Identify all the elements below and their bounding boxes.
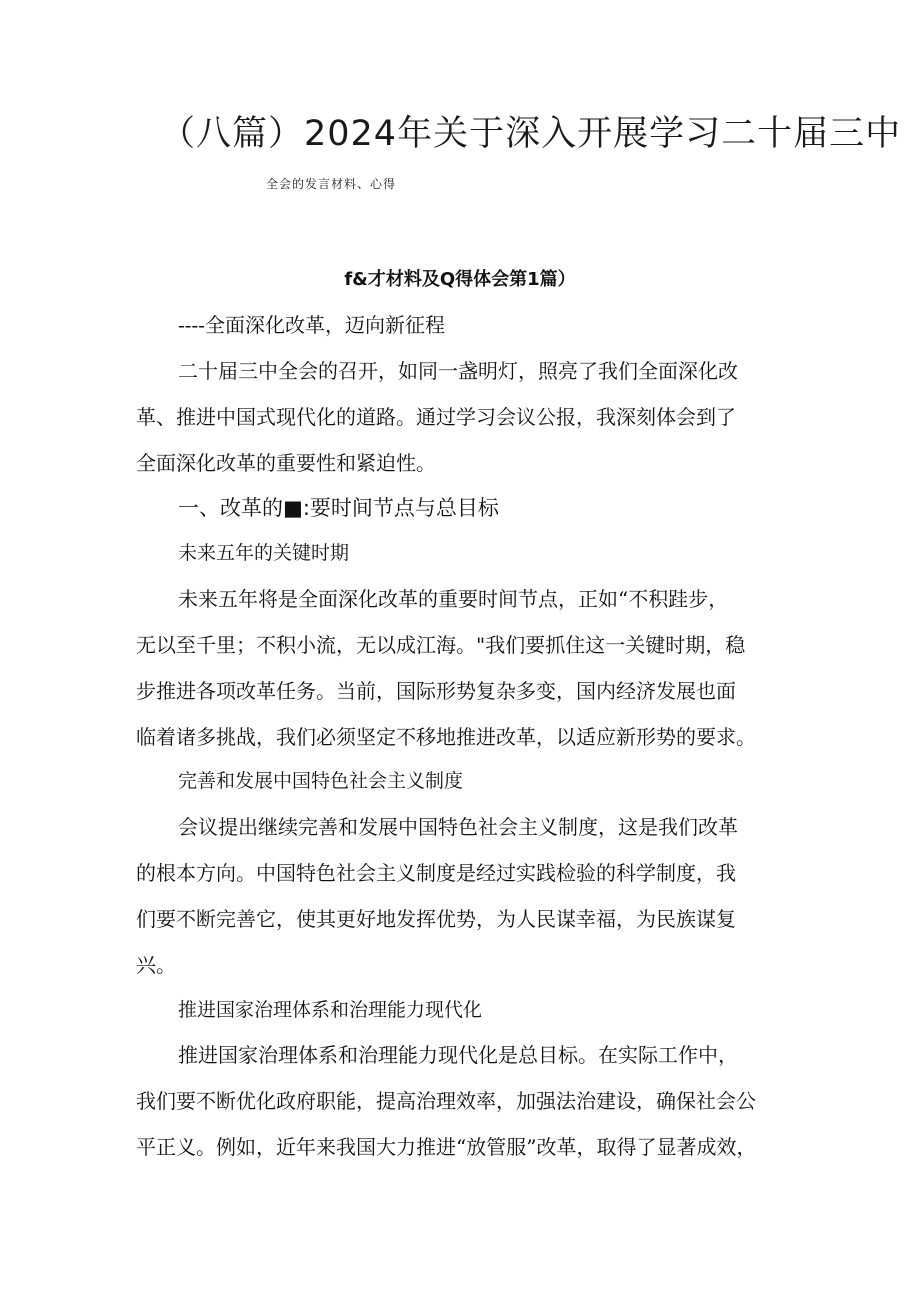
intro-line-3: 全面深化改革的重要性和紧迫性。 — [136, 451, 436, 475]
subsection-heading-3: 推进国家治理体系和治理能力现代化 — [178, 999, 483, 1021]
section-heading-1: 一、改革的■:要时间节点与总目标 — [178, 496, 499, 520]
sub1-para-line-3: 步推进各项改革任务。当前，国际形势复杂多变，国内经济发展也面 — [136, 679, 736, 703]
article-subheading: f&才材料及Q得体会第1篇） — [344, 269, 576, 290]
sub2-para-line-4: 兴。 — [136, 953, 176, 977]
intro-line-1: 二十届三中全会的召开，如同一盏明灯，照亮了我们全面深化改 — [178, 359, 738, 383]
sub1-para-line-2: 无以至千里；不积小流，无以成江海。"我们要抓住这一关键时期，稳 — [136, 633, 746, 657]
sub3-para-line-1: 推进国家治理体系和治理能力现代化是总目标。在实际工作中， — [178, 1043, 738, 1067]
article-tagline: ----全面深化改革，迈向新征程 — [178, 313, 446, 337]
sub2-para-line-2: 的根本方向。中国特色社会主义制度是经过实践检验的科学制度，我 — [136, 861, 736, 885]
intro-line-2: 革、推进中国式现代化的道路。通过学习会议公报，我深刻体会到了 — [136, 405, 736, 429]
sub3-para-line-2: 我们要不断优化政府职能，提高治理效率，加强法治建设，确保社会公 — [136, 1089, 756, 1113]
sub2-para-line-3: 们要不断完善它，使其更好地发挥优势，为人民谋幸福，为民族谋复 — [136, 907, 736, 931]
sub3-para-line-3: 平正义。例如，近年来我国大力推进“放管服”改革，取得了显著成效， — [136, 1135, 757, 1159]
sub1-para-line-1: 未来五年将是全面深化改革的重要时间节点，正如“不积跬步， — [178, 587, 729, 611]
subsection-heading-1: 未来五年的关键时期 — [178, 542, 350, 564]
sub2-para-line-1: 会议提出继续完善和发展中国特色社会主义制度，这是我们改革 — [178, 815, 738, 839]
subsection-heading-2: 完善和发展中国特色社会主义制度 — [178, 770, 464, 792]
document-title-line-1: （八篇）2024年关于深入开展学习二十届三中 — [160, 114, 902, 154]
sub1-para-line-4: 临着诸多挑战，我们必须坚定不移地推进改革，以适应新形势的要求。 — [136, 725, 756, 749]
document-title-line-2: 全会的发言材料、心得 — [266, 177, 397, 191]
